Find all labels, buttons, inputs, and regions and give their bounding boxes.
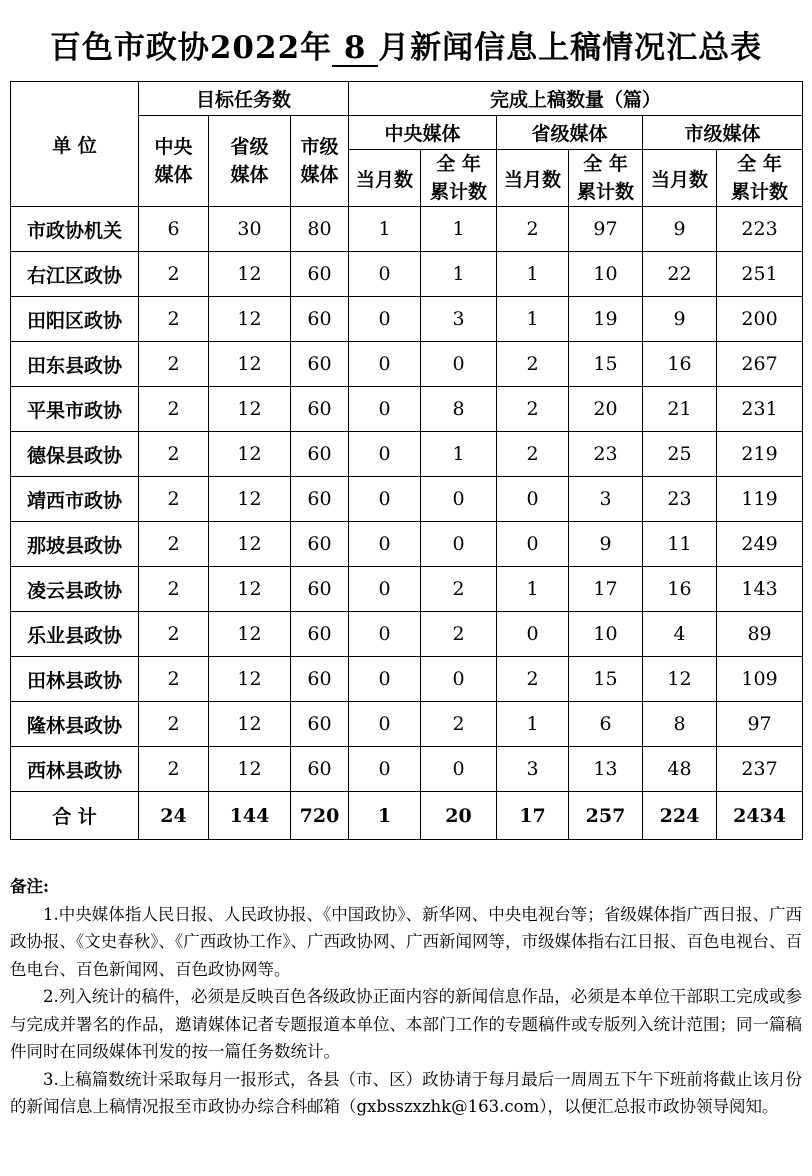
total-target-central: 24 [139,792,209,840]
cell-provincial-year: 15 [569,342,643,387]
cell-city-year: 109 [717,657,803,702]
cell-central-year: 2 [421,702,497,747]
cell-target-provincial: 30 [209,207,291,252]
cell-city-year: 97 [717,702,803,747]
cell-city-month: 23 [643,477,717,522]
cell-city-year: 267 [717,342,803,387]
cell-central-month: 0 [349,432,421,477]
cell-central-year: 0 [421,342,497,387]
cell-target-city: 60 [291,342,349,387]
cell-target-city: 60 [291,387,349,432]
total-row [11,792,803,840]
cell-target-provincial: 12 [209,612,291,657]
cell-target-provincial: 12 [209,477,291,522]
cell-central-year: 3 [421,297,497,342]
header-done-group: 完成上稿数量（篇） [349,82,803,116]
total-city-year: 2434 [717,792,803,840]
cell-city-year: 251 [717,252,803,297]
cell-provincial-year: 6 [569,702,643,747]
header-target-city: 市级 媒体 [291,116,349,207]
cell-target-central: 2 [139,612,209,657]
cell-target-central: 2 [139,342,209,387]
cell-provincial-month: 0 [497,477,569,522]
total-provincial-month: 17 [497,792,569,840]
header-target-group: 目标任务数 [139,82,349,116]
cell-central-month: 0 [349,747,421,792]
title-prefix: 百色市政协2022年 [49,30,333,66]
header-city-month: 当月数 [643,150,717,207]
cell-central-year: 0 [421,522,497,567]
cell-city-year: 89 [717,612,803,657]
cell-target-city: 60 [291,747,349,792]
cell-target-city: 60 [291,702,349,747]
note-item: 3.上稿篇数统计采取每月一报形式，各县（市、区）政协请于每月最后一周周五下午下班前将截止该月份的新闻信息上稿情况报至市政协办综合科邮箱（gxbsszxzhk@163.com），以便汇总报市政协领导阅知。 [10,1069,802,1116]
row-unit: 田东县政协 [11,342,139,387]
header-provincial-media: 省级媒体 [497,116,643,150]
cell-provincial-year: 17 [569,567,643,612]
header-provincial-year: 全 年 累计数 [569,150,643,207]
cell-city-month: 9 [643,207,717,252]
cell-central-year: 2 [421,567,497,612]
cell-central-month: 0 [349,522,421,567]
cell-target-provincial: 12 [209,387,291,432]
cell-provincial-month: 2 [497,387,569,432]
table-row [11,252,803,297]
summary-table [10,81,803,840]
table-row [11,522,803,567]
row-unit: 田林县政协 [11,657,139,702]
notes-section [10,873,802,1121]
cell-provincial-year: 9 [569,522,643,567]
table-row [11,207,803,252]
cell-target-central: 2 [139,252,209,297]
title-month: 8 [332,31,378,67]
cell-provincial-month: 3 [497,747,569,792]
total-target-provincial: 144 [209,792,291,840]
cell-provincial-year: 3 [569,477,643,522]
header-central-month: 当月数 [349,150,421,207]
table-row [11,567,803,612]
cell-central-month: 0 [349,342,421,387]
notes-label: 备注: [10,877,50,896]
total-central-year: 20 [421,792,497,840]
cell-city-month: 8 [643,702,717,747]
header-target-provincial: 省级 媒体 [209,116,291,207]
total-target-city: 720 [291,792,349,840]
cell-provincial-month: 1 [497,567,569,612]
cell-target-provincial: 12 [209,567,291,612]
cell-central-month: 1 [349,207,421,252]
header-city-media: 市级媒体 [643,116,803,150]
cell-central-year: 2 [421,612,497,657]
cell-city-month: 16 [643,567,717,612]
cell-central-month: 0 [349,477,421,522]
cell-central-month: 0 [349,702,421,747]
cell-provincial-year: 15 [569,657,643,702]
cell-central-month: 0 [349,387,421,432]
cell-target-central: 2 [139,702,209,747]
cell-city-year: 231 [717,387,803,432]
row-unit: 靖西市政协 [11,477,139,522]
row-unit: 市政协机关 [11,207,139,252]
cell-city-month: 11 [643,522,717,567]
table-row [11,387,803,432]
cell-city-year: 219 [717,432,803,477]
row-unit: 乐业县政协 [11,612,139,657]
header-central-year: 全 年 累计数 [421,150,497,207]
cell-target-central: 2 [139,657,209,702]
cell-city-year: 223 [717,207,803,252]
cell-provincial-month: 1 [497,252,569,297]
row-unit: 德保县政协 [11,432,139,477]
cell-provincial-year: 10 [569,252,643,297]
cell-target-central: 2 [139,387,209,432]
cell-central-month: 0 [349,657,421,702]
total-city-month: 224 [643,792,717,840]
table-row [11,657,803,702]
cell-city-month: 22 [643,252,717,297]
cell-central-month: 0 [349,567,421,612]
note-item: 1.中央媒体指人民日报、人民政协报、《中国政协》、新华网、中央电视台等；省级媒体指广西日报、广西政协报、《文史春秋》、《广西政协工作》、广西政协网、广西新闻网等，市级媒体指右江日报、百色电视台、百色电台、百色新闻网、百色政协网等。 [10,904,802,979]
row-unit: 那坡县政协 [11,522,139,567]
cell-provincial-year: 97 [569,207,643,252]
cell-target-city: 60 [291,567,349,612]
cell-central-year: 0 [421,477,497,522]
cell-target-provincial: 12 [209,522,291,567]
cell-target-central: 2 [139,477,209,522]
cell-central-month: 0 [349,252,421,297]
cell-central-month: 0 [349,297,421,342]
cell-central-year: 1 [421,207,497,252]
cell-city-month: 12 [643,657,717,702]
cell-provincial-year: 10 [569,612,643,657]
header-unit: 单 位 [11,82,139,207]
cell-provincial-month: 1 [497,297,569,342]
note-item: 2.列入统计的稿件，必须是反映百色各级政协正面内容的新闻信息作品，必须是本单位干部职工完成或参与完成并署名的作品，邀请媒体记者专题报道本单位、本部门工作的专题稿件或专版列入统计范围；同一篇稿件同时在同级媒体刊发的按一篇任务数统计。 [10,987,802,1061]
header-city-year: 全 年 累计数 [717,150,803,207]
cell-provincial-month: 2 [497,657,569,702]
page-title [0,22,812,67]
total-central-month: 1 [349,792,421,840]
cell-target-city: 60 [291,297,349,342]
cell-provincial-year: 13 [569,747,643,792]
cell-target-provincial: 12 [209,657,291,702]
cell-target-city: 60 [291,432,349,477]
cell-provincial-month: 2 [497,432,569,477]
table-row [11,432,803,477]
cell-provincial-month: 2 [497,342,569,387]
table-row [11,297,803,342]
cell-target-provincial: 12 [209,432,291,477]
table-row [11,747,803,792]
cell-target-central: 6 [139,207,209,252]
cell-provincial-month: 0 [497,522,569,567]
header-provincial-month: 当月数 [497,150,569,207]
cell-target-central: 2 [139,522,209,567]
cell-city-month: 9 [643,297,717,342]
cell-central-year: 0 [421,747,497,792]
cell-target-provincial: 12 [209,747,291,792]
cell-target-city: 60 [291,252,349,297]
cell-city-year: 119 [717,477,803,522]
header-central-media: 中央媒体 [349,116,497,150]
cell-city-year: 249 [717,522,803,567]
row-unit: 隆林县政协 [11,702,139,747]
cell-target-city: 60 [291,477,349,522]
cell-city-year: 237 [717,747,803,792]
cell-provincial-year: 19 [569,297,643,342]
cell-city-month: 4 [643,612,717,657]
cell-target-central: 2 [139,567,209,612]
cell-provincial-year: 20 [569,387,643,432]
cell-target-provincial: 12 [209,342,291,387]
row-unit: 田阳区政协 [11,297,139,342]
cell-target-city: 60 [291,612,349,657]
cell-target-provincial: 12 [209,252,291,297]
cell-central-month: 0 [349,612,421,657]
cell-target-provincial: 12 [209,297,291,342]
header-target-central: 中央 媒体 [139,116,209,207]
table-row [11,477,803,522]
cell-target-central: 2 [139,297,209,342]
row-unit: 右江区政协 [11,252,139,297]
cell-central-year: 8 [421,387,497,432]
table-row [11,342,803,387]
cell-provincial-month: 2 [497,207,569,252]
cell-central-year: 1 [421,252,497,297]
cell-target-central: 2 [139,432,209,477]
cell-city-year: 143 [717,567,803,612]
cell-target-central: 2 [139,747,209,792]
row-unit: 平果市政协 [11,387,139,432]
cell-city-year: 200 [717,297,803,342]
cell-city-month: 48 [643,747,717,792]
total-provincial-year: 257 [569,792,643,840]
row-unit: 西林县政协 [11,747,139,792]
cell-city-month: 16 [643,342,717,387]
cell-city-month: 25 [643,432,717,477]
cell-central-year: 0 [421,657,497,702]
cell-provincial-year: 23 [569,432,643,477]
cell-provincial-month: 1 [497,702,569,747]
row-unit: 凌云县政协 [11,567,139,612]
total-label: 合 计 [11,792,139,840]
cell-central-year: 1 [421,432,497,477]
table-row [11,612,803,657]
table-row [11,702,803,747]
cell-target-city: 60 [291,657,349,702]
cell-target-city: 60 [291,522,349,567]
cell-provincial-month: 0 [497,612,569,657]
title-suffix: 月新闻信息上稿情况汇总表 [378,30,763,66]
cell-target-provincial: 12 [209,702,291,747]
cell-target-city: 80 [291,207,349,252]
cell-city-month: 21 [643,387,717,432]
